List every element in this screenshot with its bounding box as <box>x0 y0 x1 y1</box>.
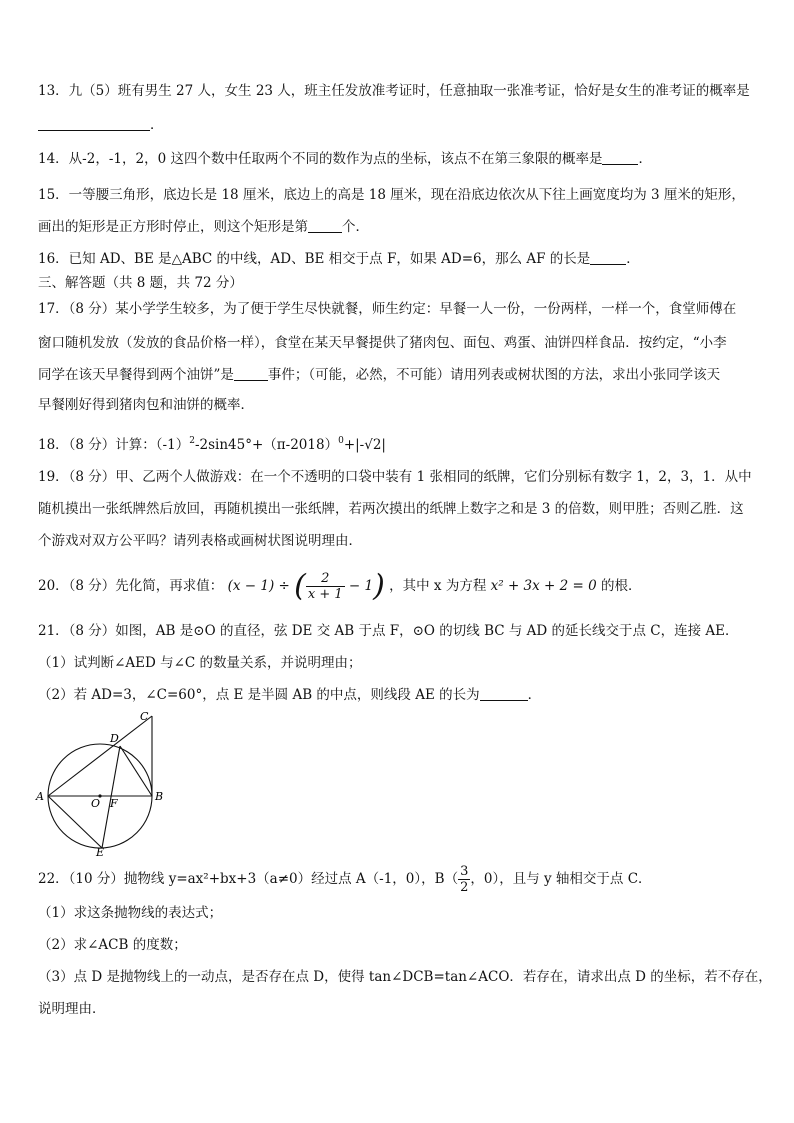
fraction: $\frac{2}{x + 1}$ <box>307 571 343 602</box>
q17-line4: 早餐刚好得到猪肉包和油饼的概率． <box>38 397 254 413</box>
q16-text: 16．已知 AD、BE 是△ABC 的中线，AD、BE 相交于点 F，如果 AD=6，那么 AF 的长是 ． <box>38 251 640 267</box>
q22-part3b: 说明理由． <box>38 1001 106 1017</box>
label-o: O <box>91 797 101 810</box>
section-title: 三、解答题（共 8 题，共 72 分） <box>38 275 243 291</box>
line-ac <box>48 716 152 796</box>
q20-expression: (x − 1) ÷ ( $\frac{2}{x + 1}$ − 1) <box>227 568 385 604</box>
q13-answer-line: ． <box>38 116 758 134</box>
label-a: A <box>36 790 44 803</box>
q21-part1: （1）试判断∠AED 与∠C 的数量关系，并说明理由； <box>38 655 362 671</box>
answer-blank[interactable] <box>590 250 626 265</box>
q18-text: 18．（8 分）计算：$(-1)^2-2\sin 45^\circ+(\pi-2018)^0+|-√2|$ <box>38 436 386 453</box>
q17-line3: 同学在该天早餐得到两个油饼”是 事件；（可能，必然，不可能）请用列表或树状图的方法，求出小张同学该天 <box>38 367 721 383</box>
q17-line2: 窗口随机发放（发放的食品价格一样），食堂在某天早餐提供了猪肉包、面包、鸡蛋、油饼四样食品．按约定，“小李 <box>38 335 727 351</box>
q22-text: 22．（10 分）抛物线 y=ax²+bx+3（a≠0）经过点 A（-1，0），B（ $\frac{3}{2}$ ，0），且与 y 轴相交于点 C． <box>38 864 652 895</box>
q13-text: 13．九（5）班有男生 27 人，女生 23 人，班主任发放准考证时，任意抽取一张准考证，恰好是女生的准考证的概率是 <box>38 83 750 99</box>
label-d: D <box>110 732 119 745</box>
answer-blank[interactable] <box>480 686 528 701</box>
q19-line2: 随机摸出一张纸牌然后放回，再随机摸出一张纸牌，若两次摸出的纸牌上数字之和是 3 的倍数，则甲胜；否则乙胜．这 <box>38 501 744 517</box>
q21-part2: （2）若 AD=3，∠C=60°，点 E 是半圆 AB 的中点，则线段 AE 的长为 ． <box>38 687 542 703</box>
label-e: E <box>96 846 105 856</box>
label-f: F <box>110 797 118 810</box>
answer-blank[interactable] <box>38 116 150 131</box>
label-c: C <box>140 710 149 723</box>
q21-line1: 21．（8 分）如图，AB 是⊙O 的直径，弦 DE 交 AB 于点 F，⊙O 的切线 BC 与 AD 的延长线交于点 C，连接 AE． <box>38 623 739 639</box>
label-b: B <box>155 790 164 803</box>
segment-db <box>120 746 152 796</box>
answer-blank[interactable] <box>234 366 268 381</box>
q19-line1: 19．（8 分）甲、乙两个人做游戏：在一个不透明的口袋中装有 1 张相同的纸牌，它们分别标有数字 1，2，3，1．从中 <box>38 469 752 485</box>
q17-line1: 17．（8 分）某小学学生较多，为了便于学生尽快就餐，师生约定：早餐一人一份，一份两样，一样一个，食堂师傅在 <box>38 301 737 317</box>
q22-part3: （3）点 D 是抛物线上的一动点，是否存在点 D，使得 tan∠DCB=tan∠ACO．若存在，请求出点 D 的坐标，若不存在， <box>38 969 772 985</box>
q22-part2: （2）求∠ACB 的度数； <box>38 937 187 953</box>
q20-text: 20．（8 分）先化简，再求值： (x − 1) ÷ ( $\frac{2}{x + 1}$ − 1) ，其中 x 为方程 x² + 3x + 2 = 0 的根． <box>38 568 642 604</box>
answer-blank[interactable] <box>602 150 638 165</box>
q15-line1: 15．一等腰三角形，底边长是 18 厘米，底边上的高是 18 厘米，现在沿底边依次从下往上画宽度均为 3 厘米的矩形， <box>38 187 745 203</box>
circle-geometry-figure <box>30 706 170 856</box>
q15-line2: 画出的矩形是正方形时停止，则这个矩形是第 个． <box>38 219 369 235</box>
q22-part1: （1）求这条抛物线的表达式； <box>38 905 223 921</box>
fraction: $\frac{3}{2}$ <box>460 864 469 895</box>
q14-text: 14．从-2，-1，2，0 这四个数中任取两个不同的数作为点的坐标，该点不在第三象限的概率是 ． <box>38 151 652 167</box>
answer-blank[interactable] <box>308 218 342 233</box>
q19-line3: 个游戏对双方公平吗？请列表格或画树状图说明理由． <box>38 533 362 549</box>
